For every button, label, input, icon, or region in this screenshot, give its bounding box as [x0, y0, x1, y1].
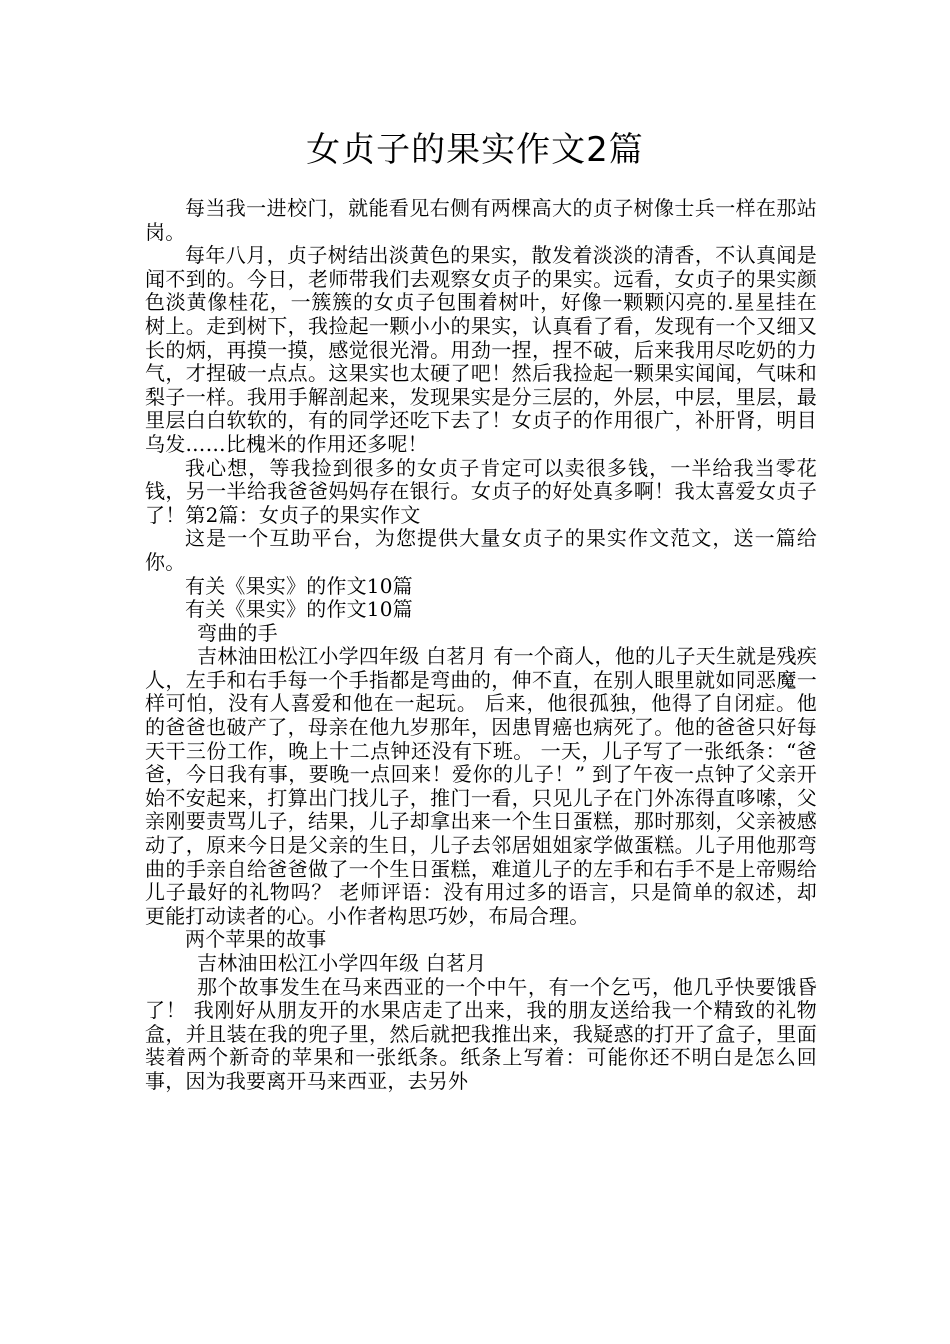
- essay-body-curved-hands: 吉林油田松江小学四年级 白茗月 有一个商人，他的儿子天生就是残疾人，左手和右手每一个手指都是弯曲的，伸不直，在别人眼里就如同恶魔一样可怕，没有人喜爱和他在一起玩。 后来，他很孤独，他得了自闭症。他的爸爸也破产了，母亲在他九岁那年，因患胃癌也病死了。他的爸爸只好每天干三份工作，晚上十二点钟还没有下班。 一天，儿子写了一张纸条：“爸爸，今日我有事，要晚一点回来！爱你的儿子！” 到了午夜一点钟了父亲开始不安起来，打算出门找儿子，推门一看，只见儿子在门外冻得直哆嗦，父亲刚要责骂儿子，结果，儿子却拿出来一个生日蛋糕，那时那刻，父亲被感动了，原来今日是父亲的生日，儿子去邻居姐姐家学做蛋糕。儿子用他那弯曲的手亲自给爸爸做了一个生日蛋糕，难道儿子的左手和右手不是上帝赐给儿子最好的礼物吗？ 老师评语：没有用过多的语言，只是简单的叙述，却更能打动读者的心。小作者构思巧妙，布局合理。: [145, 644, 817, 928]
- related-heading-2: 有关《果实》的作文10篇: [185, 597, 413, 622]
- document-body: [145, 197, 817, 1094]
- paragraph-1: 每当我一进校门，就能看见右侧有两棵高大的贞子树像士兵一样在那站岗。: [145, 196, 817, 244]
- paragraph-3: 我心想，等我捡到很多的女贞子肯定可以卖很多钱，一半给我当零花钱，另一半给我爸爸妈妈存在银行。女贞子的好处真多啊！我太喜爱女贞子了！第2篇：女贞子的果实作文: [145, 455, 817, 527]
- essay-title-two-apples: 两个苹果的故事: [185, 927, 327, 952]
- essay-title-curved-hands: 弯曲的手: [197, 620, 278, 645]
- document-title: 女贞子的果实作文2篇: [306, 130, 644, 170]
- paragraph-4: 这是一个互助平台，为您提供大量女贞子的果实作文范文，送一篇给你。: [145, 526, 817, 574]
- essay-author-line: 吉林油田松江小学四年级 白茗月: [197, 951, 487, 975]
- paragraph-2: 每年八月，贞子树结出淡黄色的果实，散发着淡淡的清香，不认真闻是闻不到的。今日，老师带我们去观察女贞子的果实。远看，女贞子的果实颜色淡黄像桂花，一簇簇的女贞子包围着树叶，好像一颗颗闪亮的.星星挂在树上。走到树下，我捡起一颗小小的果实，认真看了看，发现有一个又细又长的炳，再摸一摸，感觉很光滑。用劲一捏，捏不破，后来我用尽吃奶的力气，才捏破一点点。这果实也太硬了吧！然后我捡起一颗果实闻闻，气味和梨子一样。我用手解剖起来，发现果实是分三层的，外层，中层，里层，最里层白白软软的，有的同学还吃下去了！女贞子的作用很广，补肝肾，明目乌发……比槐米的作用还多呢！: [145, 243, 817, 456]
- essay-body-two-apples: 那个故事发生在马来西亚的一个中午，有一个乞丐，他几乎快要饿昏了！ 我刚好从朋友开的水果店走了出来，我的朋友送给我一个精致的礼物盒，并且装在我的兜子里，然后就把我推出来，我疑惑的打开了盒子，里面装着两个新奇的苹果和一张纸条。纸条上写着：可能你还不明白是怎么回事，因为我要离开马来西亚，去另外: [145, 974, 817, 1093]
- related-heading-1: 有关《果实》的作文10篇: [185, 573, 413, 598]
